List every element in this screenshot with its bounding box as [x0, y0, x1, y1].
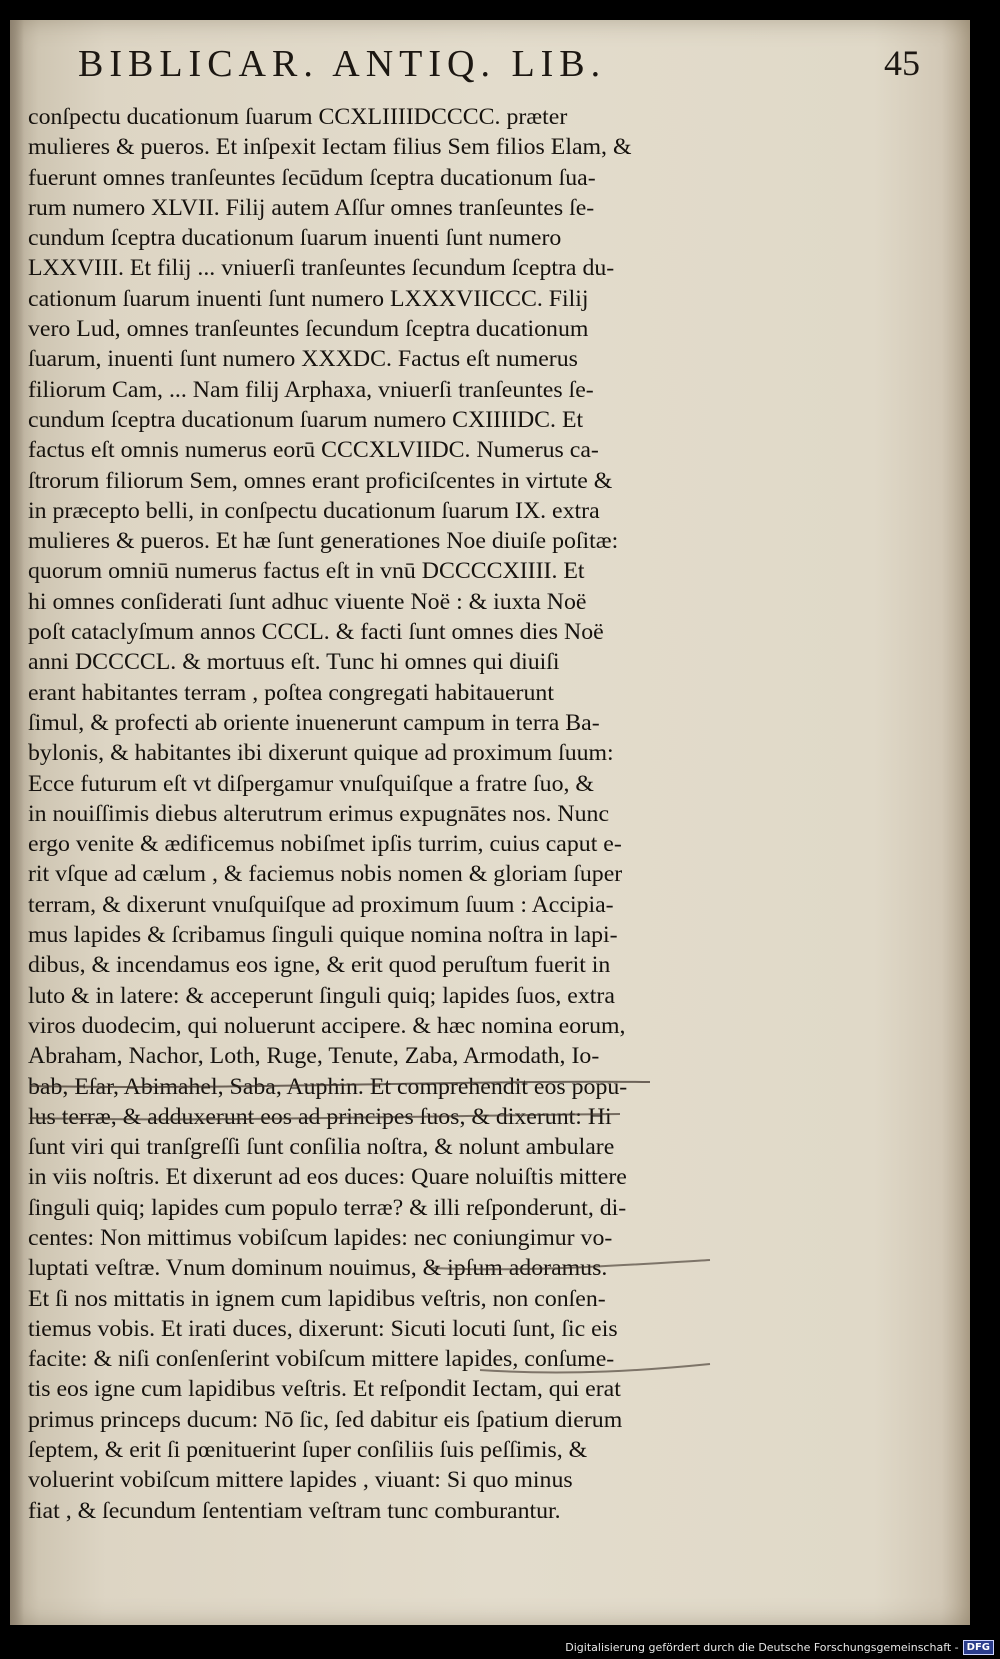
- text-line: mulieres & pueros. Et inſpexit Iectam filius Sem filios Elam, &: [28, 134, 632, 161]
- text-line: luptati veſtræ. Vnum dominum nouimus, & ipſum adoramus.: [28, 1255, 608, 1282]
- text-line: in viis noſtris. Et dixerunt ad eos duces: Quare noluiſtis mittere: [28, 1164, 627, 1191]
- text-line: LXXVIII. Et filij ... vniuerſi tranſeuntes ſecundum ſceptra du-: [28, 255, 615, 282]
- text-line: rit vſque ad cælum , & faciemus nobis nomen & gloriam ſuper: [28, 861, 623, 888]
- text-line: luto & in latere: & acceperunt ſinguli quiq; lapides ſuos, extra: [28, 982, 615, 1009]
- text-line: cationum ſuarum inuenti ſunt numero LXXXVIICCC. Filij: [28, 285, 589, 312]
- page-number: 45: [884, 43, 920, 83]
- text-line: tiemus vobis. Et irati duces, dixerunt: Sicuti locuti ſunt, ſic eis: [28, 1315, 618, 1342]
- text-line: factus eſt omnis numerus eorū CCCXLVIIDC. Numerus ca-: [28, 437, 599, 464]
- page-gutter-shadow: [10, 20, 24, 1625]
- text-line: tis eos igne cum lapidibus veſtris. Et reſpondit Iectam, qui erat: [28, 1376, 621, 1403]
- text-line: ſeptem, & erit ſi pœnituerint ſuper conſiliis ſuis peſſimis, &: [28, 1437, 588, 1464]
- text-line: cundum ſceptra ducationum ſuarum numero CXIIIIDC. Et: [28, 406, 584, 433]
- text-line: vero Lud, omnes tranſeuntes ſecundum ſceptra ducationum: [28, 316, 589, 343]
- text-line: Ecce futurum eſt vt diſpergamur vnuſquiſque a fratre ſuo, &: [28, 770, 594, 797]
- text-line: anni DCCCCL. & mortuus eſt. Tunc hi omnes qui diuiſi: [28, 649, 560, 676]
- running-head: [68, 38, 928, 98]
- text-line: ergo venite & ædificemus nobiſmet ipſis turrim, cuius caput e-: [28, 831, 622, 858]
- text-line: ſinguli quiq; lapides cum populo terræ? & illi reſponderunt, di-: [28, 1194, 627, 1221]
- book-page: [10, 20, 970, 1625]
- text-line: primus princeps ducum: Nō ſic, ſed dabitur eis ſpatium dierum: [28, 1406, 623, 1433]
- text-line: erant habitantes terram , poſtea congregati habitauerunt: [28, 679, 554, 706]
- text-line: in nouiſſimis diebus alterutrum erimus expugnātes nos. Nunc: [28, 800, 610, 827]
- text-line: mus lapides & ſcribamus ſinguli quique nomina noſtra in lapi-: [28, 922, 618, 949]
- running-title: BIBLICAR. ANTIQ. LIB.: [78, 43, 607, 85]
- text-line: voluerint vobiſcum mittere lapides , viuant: Si quo minus: [28, 1467, 573, 1494]
- text-line: viros duodecim, qui noluerunt accipere. & hæc nomina eorum,: [28, 1012, 626, 1039]
- text-line: hi omnes conſiderati ſunt adhuc viuente Noë : & iuxta Noë: [28, 588, 587, 615]
- text-line: lus terræ, & adduxerunt eos ad principes ſuos, & dixerunt: Hi: [28, 1103, 612, 1130]
- page-body-text: [28, 102, 748, 1526]
- text-line: terram, & dixerunt vnuſquiſque ad proximum ſuum : Accipia-: [28, 891, 614, 918]
- text-line: bylonis, & habitantes ibi dixerunt quique ad proximum ſuum:: [28, 740, 614, 767]
- text-line: Et ſi nos mittatis in ignem cum lapidibus veſtris, non conſen-: [28, 1285, 606, 1312]
- text-line: facite: & niſi conſenſerint vobiſcum mittere lapides, conſume-: [28, 1346, 615, 1373]
- funding-footer: [565, 1640, 994, 1655]
- text-line: ſuarum, inuenti ſunt numero XXXDC. Factus eſt numerus: [28, 346, 578, 373]
- funding-text: Digitalisierung gefördert durch die Deutsche Forschungsgemeinschaft -: [565, 1641, 959, 1654]
- text-line: fiat , & ſecundum ſententiam veſtram tunc comburantur.: [28, 1497, 561, 1524]
- text-line: ſimul, & profecti ab oriente inuenerunt campum in terra Ba-: [28, 709, 600, 736]
- text-line: in præcepto belli, in conſpectu ducationum ſuarum IX. extra: [28, 497, 600, 524]
- text-line: poſt cataclyſmum annos CCCL. & facti ſunt omnes dies Noë: [28, 619, 604, 646]
- text-line: ſunt viri qui tranſgreſſi ſunt conſilia noſtra, & nolunt ambulare: [28, 1134, 615, 1161]
- text-line: ſtrorum filiorum Sem, omnes erant proficiſcentes in virtute &: [28, 467, 613, 494]
- dfg-logo: DFG: [963, 1640, 994, 1655]
- text-line: Abraham, Nachor, Loth, Ruge, Tenute, Zaba, Armodath, Io-: [28, 1043, 600, 1070]
- text-line: mulieres & pueros. Et hæ ſunt generationes Noe diuiſe poſitæ:: [28, 528, 619, 555]
- text-line: rum numero XLVII. Filij autem Aſſur omnes tranſeuntes ſe-: [28, 194, 595, 221]
- text-line: dibus, & incendamus eos igne, & erit quod peruſtum fuerit in: [28, 952, 611, 979]
- text-line: quorum omniū numerus factus eſt in vnū DCCCCXIIII. Et: [28, 558, 585, 585]
- text-line: filiorum Cam, ... Nam filij Arphaxa, vniuerſi tranſeuntes ſe-: [28, 376, 594, 403]
- text-line: cundum ſceptra ducationum ſuarum inuenti ſunt numero: [28, 225, 562, 252]
- text-line: conſpectu ducationum ſuarum CCXLIIIIDCCCC. præter: [28, 104, 568, 130]
- text-line: fuerunt omnes tranſeuntes ſecūdum ſceptra ducationum ſua-: [28, 164, 596, 191]
- text-line: bab, Eſar, Abimahel, Saba, Auphin. Et comprehendit eos popu-: [28, 1073, 628, 1100]
- text-line: centes: Non mittimus vobiſcum lapides: nec coniungimur vo-: [28, 1224, 613, 1251]
